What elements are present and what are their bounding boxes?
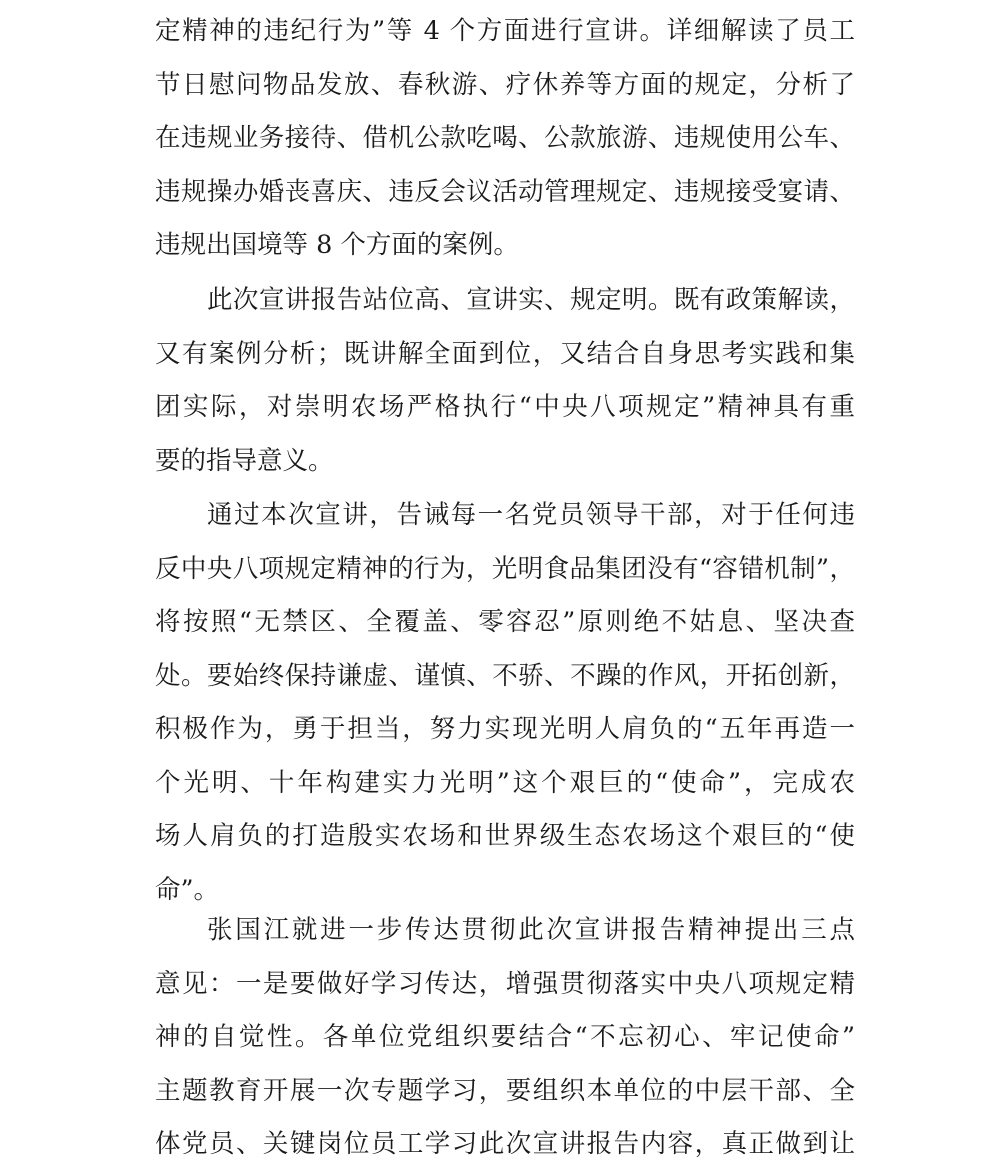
text-line: 在违规业务接待、借机公款吃喝、公款旅游、违规使用公车、 (155, 123, 855, 153)
text-line: 个光明、十年构建实力光明”这个艰巨的“使命”，完成农 (155, 767, 855, 798)
text-line: 违规操办婚丧喜庆、违反会议活动管理规定、违规接受宴请、 (155, 176, 855, 207)
text-line: 节日慰问物品发放、春秋游、疗休养等方面的规定，分析了 (155, 69, 855, 100)
paragraph-4 (155, 904, 855, 1172)
text-line: 要的指导意义。 (155, 445, 334, 476)
text-line: 又有案例分析；既讲解全面到位，又结合自身思考实践和集 (155, 338, 855, 369)
text-line: 神的自觉性。各单位党组织要结合“不忘初心、牢记使命” (155, 1022, 855, 1052)
text-line: 体党员、关键岗位员工学习此次宣讲报告内容，真正做到让 (155, 1129, 855, 1159)
text-line: 团实际，对崇明农场严格执行“中央八项规定”精神具有重 (155, 392, 855, 422)
text-line: 积极作为，勇于担当，努力实现光明人肩负的“五年再造一 (155, 714, 855, 744)
text-line: 将按照“无禁区、全覆盖、零容忍”原则绝不姑息、坚决查 (155, 607, 855, 637)
text-line: 张国江就进一步传达贯彻此次宣讲报告精神提出三点 (207, 915, 855, 945)
paragraph-3 (155, 489, 855, 917)
text-line: 场人肩负的打造殷实农场和世界级生态农场这个艰巨的“使 (155, 821, 855, 851)
text-line: 此次宣讲报告站位高、宣讲实、规定明。既有政策解读， (207, 285, 855, 315)
text-line: 通过本次宣讲，告诫每一名党员领导干部，对于任何违 (207, 500, 855, 530)
text-line: 定精神的违纪行为”等 4 个方面进行宣讲。详细解读了员工 (155, 16, 855, 46)
text-line: 意见：一是要做好学习传达，增强贯彻落实中央八项规定精 (155, 968, 855, 999)
text-line: 反中央八项规定精神的行为，光明食品集团没有“容错机制”， (155, 553, 855, 584)
text-line: 命”。 (155, 874, 220, 905)
text-line: 处。要始终保持谦虚、谨慎、不骄、不躁的作风，开拓创新， (155, 660, 855, 691)
text-line: 主题教育开展一次专题学习，要组织本单位的中层干部、全 (155, 1075, 855, 1106)
text-line: 违规出国境等 8 个方面的案例。 (155, 230, 519, 260)
paragraph-2 (155, 274, 855, 488)
paragraph-1 (155, 5, 855, 273)
